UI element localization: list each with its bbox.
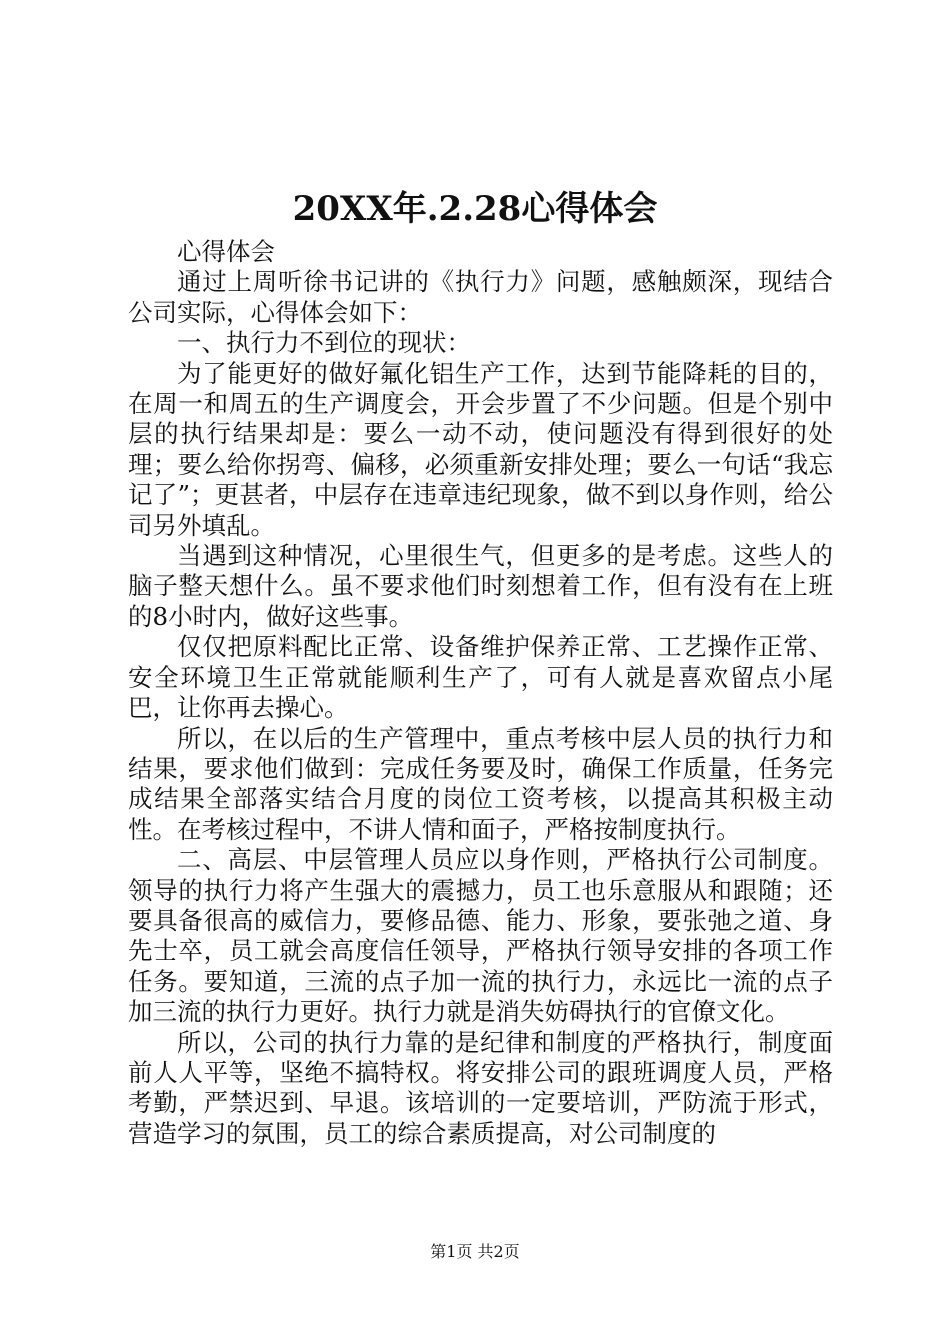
paragraph: 一、执行力不到位的现状： — [177, 328, 471, 358]
page-footer: 第1页 共2页 — [430, 1242, 520, 1261]
paragraph: 通过上周听徐书记讲的《执行力》问题，感触颇深，现结合公司实际，心得体会如下： — [128, 267, 833, 327]
paragraph: 为了能更好的做好氟化铝生产工作，达到节能降耗的目的，在周一和周五的生产调度会，开会步置了不少问题。但是个别中层的执行结果却是：要么一动不动，使问题没有得到很好的处理；要么给你拐弯、偏移，必须重新安排处理；要么一句话“我忘记了”；更甚者，中层存在违章违纪现象，做不到以身作则，给公司另外填乱。 — [128, 358, 833, 540]
paragraph: 当遇到这种情况，心里很生气，但更多的是考虑。这些人的脑子整天想什么。虽不要求他们时刻想着工作，但有没有在上班的8小时内，做好这些事。 — [128, 541, 833, 631]
paragraph: 仅仅把原料配比正常、设备维护保养正常、工艺操作正常、安全环境卫生正常就能顺利生产了，可有人就是喜欢留点小尾巴，让你再去操心。 — [128, 632, 833, 723]
document-title: 20XX年.2.28心得体会 — [292, 189, 658, 229]
paragraph: 所以，公司的执行力靠的是纪律和制度的严格执行，制度面前人人平等，坚绝不搞特权。将安排公司的跟班调度人员，严格考勤，严禁迟到、早退。该培训的一定要培训，严防流于形式，营造学习的氛围，员工的综合素质提高，对公司制度的 — [128, 1027, 833, 1148]
paragraph: 心得体会 — [177, 237, 275, 266]
paragraph: 所以，在以后的生产管理中，重点考核中层人员的执行力和结果，要求他们做到：完成任务要及时，确保工作质量，任务完成结果全部落实结合月度的岗位工资考核，以提高其积极主动性。在考核过程中，不讲人情和面子，严格按制度执行。 — [128, 723, 833, 844]
document-body — [128, 237, 833, 1149]
paragraph: 二、高层、中层管理人员应以身作则，严格执行公司制度。领导的执行力将产生强大的震撼力，员工也乐意服从和跟随；还要具备很高的威信力，要修品德、能力、形象，要张弛之道、身先士卒，员工就会高度信任领导，严格执行领导安排的各项工作任务。要知道，三流的点子加一流的执行力，永远比一流的点子加三流的执行力更好。执行力就是消失妨碍执行的官僚文化。 — [128, 845, 833, 1027]
